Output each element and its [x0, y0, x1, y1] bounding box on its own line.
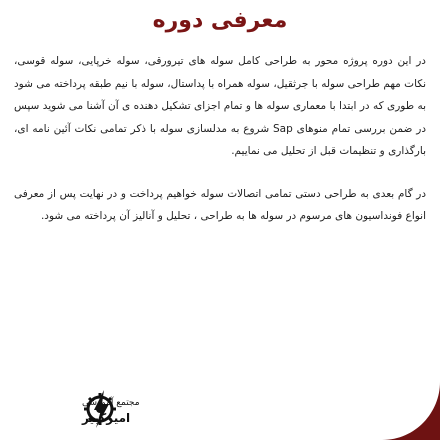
logo-text-line-2: امیرکبیر: [82, 411, 131, 425]
page-title: معرفی دوره: [152, 8, 288, 33]
institute-logo-graphic: [12, 386, 140, 432]
corner-decoration: [382, 382, 440, 440]
course-description: [14, 50, 426, 228]
description-paragraph-1: در این دوره پروژه محور به طراحی کامل سوله های تیرورقی، سوله خرپایی، سوله قوسی، نکات مهم طراحی سوله با جرثقیل، سوله همراه با پداستال، سوله با نیم طبقه پرداخته می شود به طوری که در ابتدا با معماری سوله ها و تمام اجزای تشکیل دهنده ی آن آشنا می شوید سپس در ضمن بررسی تمام منوهای Sap شروع به مدلسازی سوله با ذکر تمامی نکات آئین نامه ای، بارگذاری و تنظیمات قبل از تحلیل می نماییم.: [14, 55, 426, 157]
description-paragraph-2: در گام بعدی به طراحی دستی تمامی اتصالات سوله خواهیم پرداخت و در نهایت پس از معرفی انواع فونداسیون های مرسوم در سوله ها به طراحی ، تحلیل و آنالیز آن پرداخته می شود.: [14, 187, 426, 222]
institute-logo: [12, 386, 140, 432]
logo-text-line-1: مجتمع آموزشی: [82, 398, 140, 408]
